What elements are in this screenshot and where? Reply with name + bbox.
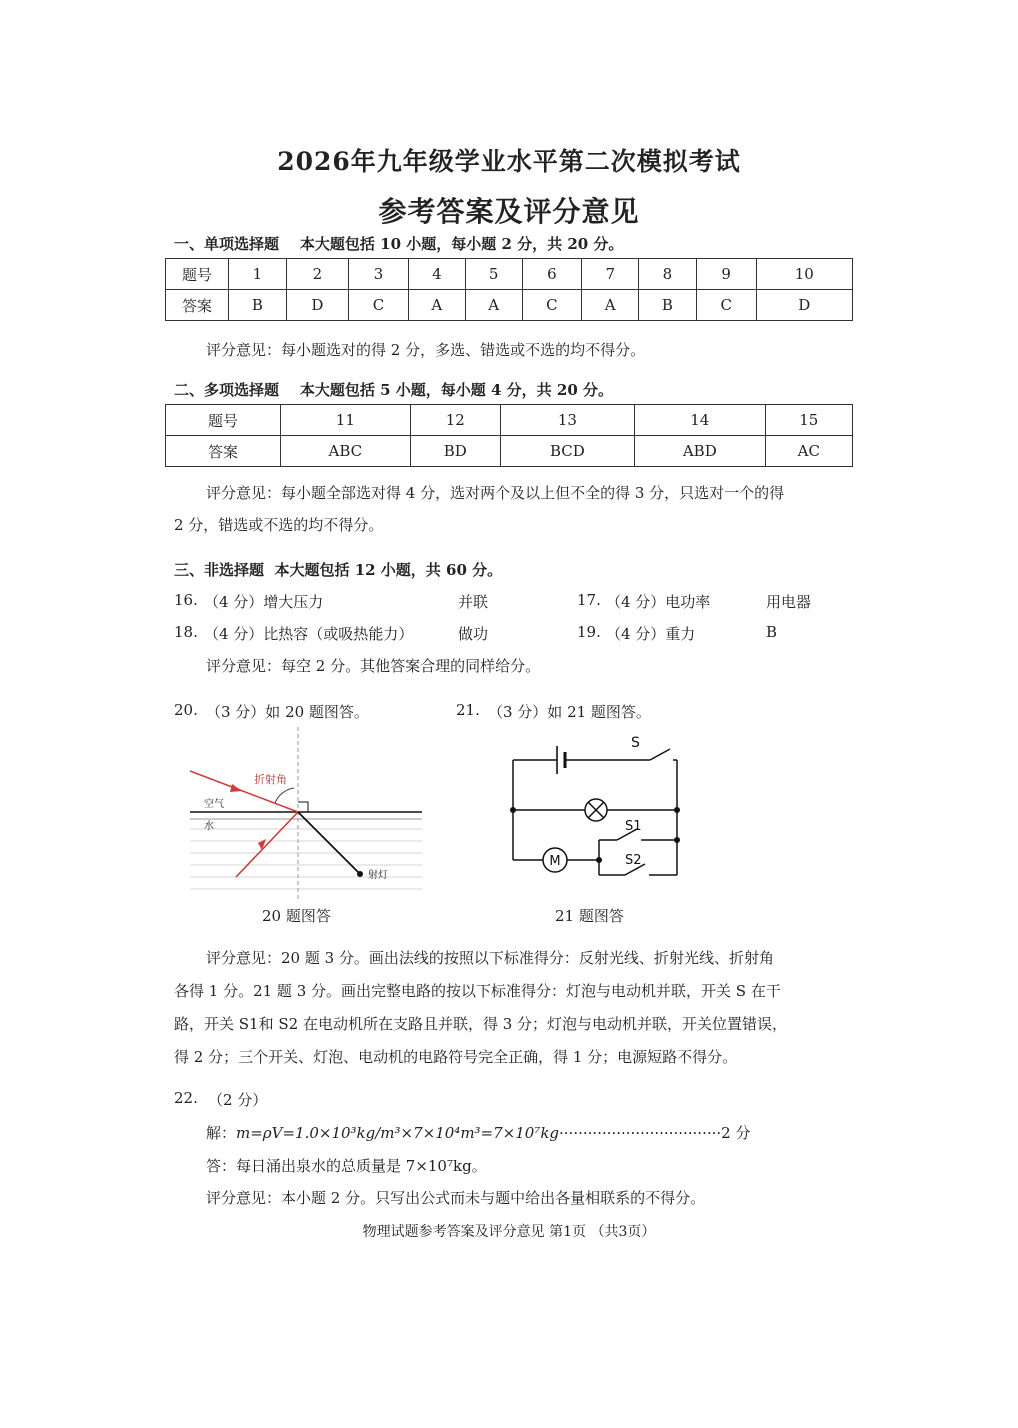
table-cell: 4: [408, 259, 465, 290]
label-refraction-angle: 折射角: [254, 773, 287, 786]
q20-21-note-line3: 路，开关 S1和 S2 在电动机所在支路且并联，得 3 分；灯泡与电动机并联，开关位置错误，: [174, 1015, 788, 1033]
table-cell: A: [582, 290, 639, 321]
table-cell: B: [229, 290, 287, 321]
row-label-answer: 答案: [166, 290, 229, 321]
q22-solution-line: [206, 1122, 750, 1143]
q22-note: 评分意见：本小题 2 分。只写出公式而未与题中给出各量相联系的不得分。: [206, 1189, 706, 1207]
table-cell: C: [522, 290, 582, 321]
section1-heading-line: [174, 233, 623, 254]
section3-heading-line: [174, 559, 502, 580]
table-cell: 15: [765, 405, 852, 436]
table-cell: 12: [410, 405, 500, 436]
table-cell: B: [639, 290, 697, 321]
table-cell: A: [465, 290, 522, 321]
row-label-answer: 答案: [166, 436, 281, 467]
switch-s-icon: [650, 749, 670, 760]
section2-note-line2: 2 分，错选或不选的均不得分。: [174, 516, 384, 534]
table-cell: A: [408, 290, 465, 321]
table-row-questions: [166, 405, 853, 436]
table-row-questions: [166, 259, 853, 290]
table-cell: 10: [756, 259, 852, 290]
label-motor: M: [549, 854, 561, 869]
table-cell: 6: [522, 259, 582, 290]
table-cell: ABC: [281, 436, 411, 467]
q20-text: （3 分）如 20 题图答。: [206, 703, 369, 721]
figure-21-circuit-diagram: [505, 730, 695, 890]
table-cell: 5: [465, 259, 522, 290]
section3-heading: 三、非选择题: [174, 561, 265, 579]
section1-note: 评分意见：每小题选对的得 2 分，多选、错选或不选的均不得分。: [206, 341, 646, 359]
table-cell: C: [349, 290, 409, 321]
section1-heading: 一、单项选择题: [174, 235, 280, 253]
table-cell: D: [756, 290, 852, 321]
row-label-question: 题号: [166, 405, 281, 436]
q17-num: 17.: [577, 591, 601, 609]
q22-solve-dots: ··································: [559, 1124, 722, 1142]
section2-desc: 本大题包括 5 小题，每小题 4 分，共 20 分。: [299, 381, 613, 399]
label-switch-s: S: [631, 735, 640, 751]
q22-solve-formula: m=ρV=1.0×10³kg/m³×7×10⁴m³=7×10⁷kg: [236, 1124, 560, 1142]
label-switch-s2: S2: [625, 853, 642, 868]
reflected-ray: [236, 812, 298, 877]
q16-num: 16.: [174, 591, 198, 609]
q16-answer2: 并联: [458, 593, 489, 611]
section2-heading: 二、多项选择题: [174, 381, 280, 399]
q17-answer1: （4 分）电功率: [606, 593, 711, 611]
table-cell: C: [696, 290, 756, 321]
table-cell: 9: [696, 259, 756, 290]
battery-icon: [557, 746, 565, 774]
table-cell: 11: [281, 405, 411, 436]
figure-21-caption: 21 题图答: [555, 907, 624, 925]
section2-heading-line: [174, 379, 613, 400]
table-cell: D: [286, 290, 348, 321]
section3-desc: 本大题包括 12 小题，共 60 分。: [274, 561, 503, 579]
q18-num: 18.: [174, 623, 198, 641]
section1-desc: 本大题包括 10 小题，每小题 2 分，共 20 分。: [299, 235, 624, 253]
refraction-angle-arc: [275, 788, 294, 803]
lamp-icon: [585, 799, 607, 821]
q20-21-note-line4: 得 2 分；三个开关、灯泡、电动机的电路符号完全正确，得 1 分；电源短路不得分。: [174, 1048, 738, 1066]
section2-note-line1: 评分意见：每小题全部选对得 4 分，选对两个及以上但不全的得 3 分，只选对一个的得: [206, 484, 785, 502]
q18-answer2: 做功: [458, 625, 489, 643]
row-label-question: 题号: [166, 259, 229, 290]
table-cell: AC: [765, 436, 852, 467]
q21-text: （3 分）如 21 题图答。: [488, 703, 651, 721]
motor-icon: [543, 848, 567, 872]
table-row-answers: [166, 290, 853, 321]
q20-21-note-line2: 各得 1 分。21 题 3 分。画出完整电路的按以下标准得分：灯泡与电动机并联，开关 S 在干: [174, 982, 781, 1000]
table-cell: BCD: [500, 436, 634, 467]
q20-num: 20.: [174, 701, 198, 719]
page-footer: 物理试题参考答案及评分意见 第1页 （共3页）: [362, 1224, 656, 1240]
q18-answer1: （4 分）比热容（或吸热能力）: [204, 625, 414, 643]
section1-answer-table: [165, 258, 853, 321]
q16-answer1: （4 分）增大压力: [204, 593, 324, 611]
refracted-ray-arrow-icon: [230, 784, 242, 792]
table-cell: 8: [639, 259, 697, 290]
label-air: 空气: [204, 799, 224, 810]
label-spotlight: 射灯: [368, 870, 388, 881]
table-cell: 7: [582, 259, 639, 290]
document-subtitle: 参考答案及评分意见: [378, 195, 640, 228]
table-cell: 13: [500, 405, 634, 436]
q19-answer2: B: [766, 623, 778, 641]
q17-answer2: 用电器: [766, 593, 812, 611]
table-cell: BD: [410, 436, 500, 467]
section2-answer-table: [165, 404, 853, 467]
spotlight-dot: [357, 871, 363, 877]
table-cell: 1: [229, 259, 287, 290]
document-title: 2026年九年级学业水平第二次模拟考试: [277, 147, 741, 176]
right-angle-mark: [298, 802, 308, 812]
q22-solve-points: 2 分: [721, 1124, 751, 1142]
table-cell: 3: [349, 259, 409, 290]
q20-21-note-line1: 评分意见：20 题 3 分。画出法线的按照以下标准得分：反射光线、折射光线、折射角: [206, 949, 774, 967]
q22-answer: 答：每日涌出泉水的总质量是 7×10⁷kg。: [206, 1157, 487, 1175]
q21-num: 21.: [456, 701, 480, 719]
q22-solve-prefix: 解：: [206, 1124, 237, 1142]
q22-score: （2 分）: [208, 1091, 268, 1109]
table-row-answers: [166, 436, 853, 467]
figure-20-caption: 20 题图答: [262, 907, 331, 925]
label-water: 水: [204, 821, 214, 832]
table-cell: 2: [286, 259, 348, 290]
q19-num: 19.: [577, 623, 601, 641]
table-cell: 14: [634, 405, 765, 436]
label-switch-s1: S1: [625, 819, 642, 834]
q19-answer1: （4 分）重力: [606, 625, 696, 643]
table-cell: ABD: [634, 436, 765, 467]
figure-20-refraction-diagram: [190, 725, 430, 900]
q22-num: 22.: [174, 1089, 198, 1107]
q16-19-note: 评分意见：每空 2 分。其他答案合理的同样给分。: [206, 657, 541, 675]
